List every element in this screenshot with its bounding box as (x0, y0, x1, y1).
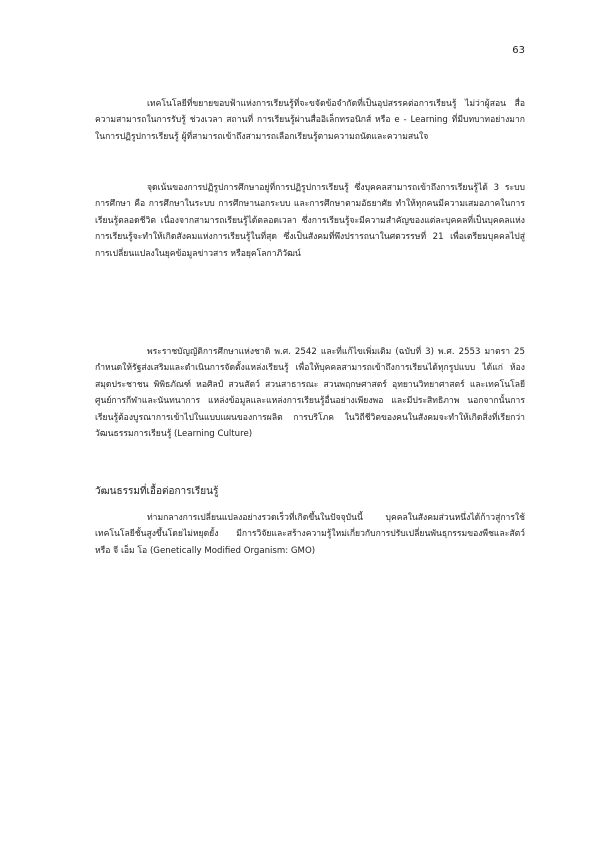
paragraph-2: จุดเน้นของการปฏิรูปการศึกษาอยู่ที่การปฏิรูปการเรียนรู้ ซึ่งบุคคลสามารถเข้าถึงการเรียนรู้ได้ 3 ระบบการศึกษา คือ การศึกษาในระบบ การศึกษานอกระบบ และการศึกษาตามอัธยาศัย ทำให้ทุกคนมีความเสมอภาคในการเรียนรู้ตลอดชีวิต เนื่องจากสามารถเรียนรู้ได้ตลอดเวลา ซึ่งการเรียนรู้จะมีความสำคัญของแต่ละบุคคลที่เป็นบุคคลแห่งการเรียนรู้จะทำให้เกิดสังคมแห่งการเรียนรู้ในที่สุด ซึ่งเป็นสังคมที่พึงปรารถนาในศตวรรษที่ 21 เพื่อเตรียมบุคคลไปสู่การเปลี่ยนแปลงในยุคข้อมูลข่าวสาร หรือยุคโลกาภิวัฒน์ (95, 183, 525, 259)
paragraph-3: พระราชบัญญัติการศึกษาแห่งชาติ พ.ศ. 2542 และที่แก้ไขเพิ่มเติม (ฉบับที่ 3) พ.ศ. 2553 มาตรา 25 กำหนดให้รัฐส่งเสริมและดำเนินการจัดตั้งแหล่งเรียนรู้ เพื่อให้บุคคลสามารถเข้าถึงการเรียนได้ทุกรูปแบบ ได้แก่ ห้องสมุดประชาชน พิพิธภัณฑ์ หอศิลป์ สวนสัตว์ สวนสาธารณะ สวนพฤกษศาสตร์ อุทยานวิทยาศาสตร์ และเทคโนโลยี ศูนย์การกีฬาและนันทนาการ แหล่งข้อมูลและแหล่งการเรียนรู้อื่นอย่างเพียงพอ และมีประสิทธิภาพ นอกจากนั้นการเรียนรู้ต้องบูรณาการเข้าไปในแบบแผนของการผลิต การบริโภค ในวิถีชีวิตของคนในสังคมจะทำให้เกิดสิ่งที่เรียกว่าวัฒนธรรมการเรียนรู้ (Learning Culture) (95, 347, 525, 440)
page-number: 63 (512, 45, 525, 56)
paragraph-1: เทคโนโลยีที่ขยายขอบฟ้าแห่งการเรียนรู้ที่จะขจัดข้อจำกัดที่เป็นอุปสรรคต่อการเรียนรู้ ไม่ว่าผู้สอน สื่อ ความสามารถในการรับรู้ ช่วงเวลา สถานที่ การเรียนรู้ผ่านสื่ออิเล็กทรอนิกส์ หรือ e - Learning ที่มีบทบาทอย่างมากในการปฏิรูปการเรียนรู้ ผู้ที่สามารถเข้าถึงสามารถเลือกเรียนรู้ตามความถนัดและความสนใจ (95, 99, 525, 142)
section-heading: วัฒนธรรมที่เอื้อต่อการเรียนรู้ (95, 486, 219, 497)
paragraph-4: ท่ามกลางการเปลี่ยนแปลงอย่างรวดเร็วที่เกิดขึ้นในปัจจุบันนี้ บุคคลในสังคมส่วนหนึ่งได้ก้าวสู่การใช้เทคโนโลยีชั้นสูงขึ้นโดยไม่หยุดยั้ง มีการวิจัยและสร้างความรู้ใหม่เกี่ยวกับการปรับเปลี่ยนพันธุกรรมของพืชและสัตว์ หรือ จี เอ็ม โอ (Genetically Modified Organism: GMO) (95, 513, 525, 556)
